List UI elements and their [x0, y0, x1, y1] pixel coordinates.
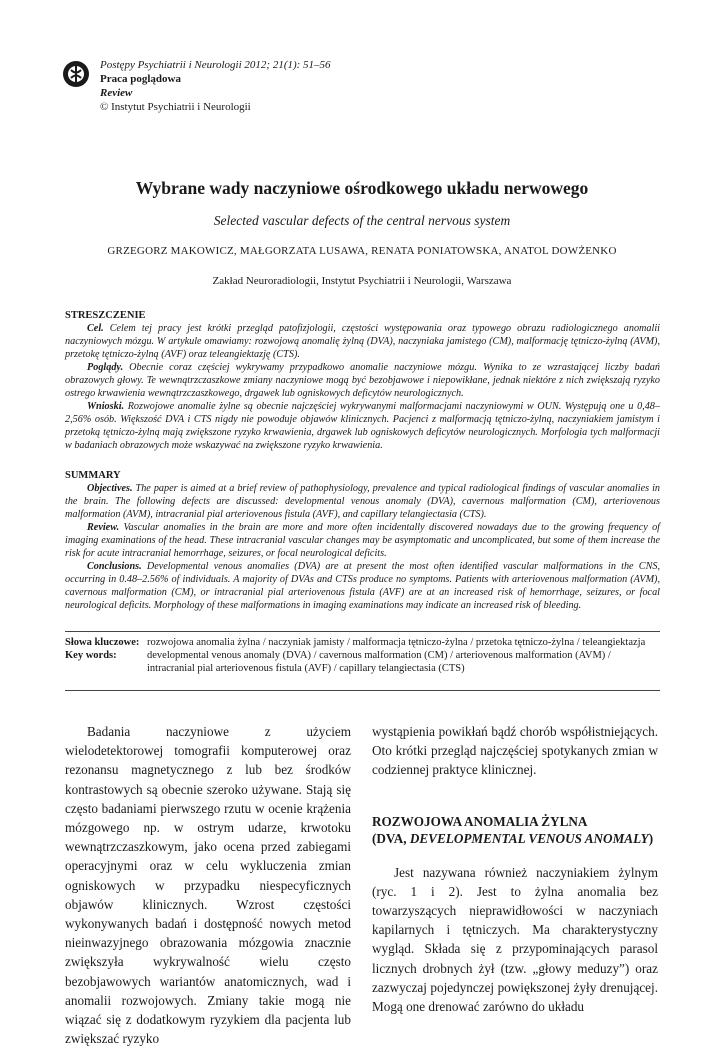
keywords-bottom-rule — [65, 690, 660, 691]
body-dva-paragraph: Jest nazywana również naczyniakiem żylnym (ryc. 1 i 2). Jest to żylna anomalia bez towarzyszących nieprawidłowości w naczyniach kapilarnych i tętniczych. Ma charakterystyczny wygląd. Składa się z przypominających parasol licznych drobnych żył (tzw. „głowy meduzy”) oraz zazwyczaj pojedynczej powiększonej żyły drenującej. Mogą one drenować zarówno do układu — [372, 864, 658, 1015]
abstract-en-objectives: Objectives. The paper is aimed at a brief review of pathophysiology, prevalence and typical radiological findings of vascular anomalies in the brain. The following defects are discussed: developmental venous anomaly (DVA), cavernous malformation (CM), arteriovenous malformation (AVM), intracranial pial arteriovenous fistula (AVF), and capillary telangiectasia (CTS). — [65, 483, 660, 520]
abstract-en-heading: SUMMARY — [65, 470, 121, 481]
abstract-pl-heading: STRESZCZENIE — [65, 310, 146, 321]
body-right-column — [372, 722, 658, 1016]
keywords-top-rule — [65, 631, 660, 632]
section-heading-dva: ROZWOJOWA ANOMALIA ŻYLNA (DVA, DEVELOPMENTAL VENOUS ANOMALY) — [372, 813, 654, 846]
abstract-pl-poglady: Poglądy. Obecnie coraz częściej wykrywamy przypadkowo anomalie naczyniowe mózgu. Wynika to ze wzrastającej liczby badań obrazowych głowy. Te wewnątrzczaszkowe zmiany naczyniowe mogą być bezobjawowe i niepowikłane, jednak niektóre z nich zwiększają ryzyko ostrego krwawienia wewnątrzczaszkowego, drgawek lub ogniskowych deficytów neurologicznych. — [65, 362, 660, 399]
body-intro-continued: wystąpienia powikłań bądź chorób współistniejących. Oto krótki przegląd najczęściej spotykanych zmian w codziennej praktyce klinicznej. — [372, 724, 658, 778]
institute-logo — [62, 60, 90, 88]
journal-header — [100, 58, 331, 114]
abstract-pl-cel: Cel. Celem tej pracy jest krótki przegląd patofizjologii, częstości występowania oraz typowego obrazu radiologicznego anomalii naczyniowych mózgu. W artykule omawiamy: rozwojową anomalię żylną (DVA), naczyniaka jamistego (CM), malformację tętniczo-żylną (AVM), przetokę tętniczo-żylną (AVF) oraz teleangiektazję (CTS). — [65, 323, 660, 360]
keywords-pl-value: rozwojowa anomalia żylna / naczyniak jamisty / malformacja tętniczo-żylna / przetoka tętniczo-żylna / teleangiektazja — [147, 637, 646, 648]
keywords-en-value: developmental venous anomaly (DVA) / cavernous malformation (CM) / arteriovenous malformation (AVM) / intracranial pial arteriovenous fistula (AVF) / capillary telangiectasia (CTS) — [147, 650, 611, 674]
article-type-en: Review — [100, 87, 133, 99]
abstract-en-review: Review. Vascular anomalies in the brain are more and more often incidentally discovered nowadays due to the growing frequency of imaging examinations of the head. These intracranial vascular changes may be asymptomatic and uncomplicated, but some of them increase the risk for acute intracranial hemorrhage, seizures, or focal neurological deficits. — [65, 522, 660, 559]
keywords-en-row — [65, 649, 660, 675]
article-type-pl: Praca poglądowa — [100, 73, 181, 85]
keywords-en-label: Key words: — [65, 650, 117, 661]
abstract-pl — [65, 309, 660, 452]
abstract-en — [65, 469, 660, 612]
affiliation: Zakład Neuroradiologii, Instytut Psychiatrii i Neurologii, Warszawa — [212, 275, 512, 287]
journal-citation: Postępy Psychiatrii i Neurologii 2012; 21(1): 51–56 — [100, 59, 331, 71]
body-left-column — [65, 722, 351, 1048]
body-intro-paragraph: Badania naczyniowe z użyciem wielodetektorowej tomografii komputerowej oraz rezonansu magnetycznego z lub bez środków kontrastowych są obecnie szeroko używane. Stają się często badaniami pierwszego rzutu w ocenie krążenia mózgowego np. w ostrym udarze, krwotoku wewnątrzczaszkowym, jako ocena przed zabiegami operacyjnymi oraz w celu wykluczenia zmian ogniskowych w przypadku niespecyficznych objawów klinicznych. Wzrost częstości wykonywanych badań i dostępność nowych metod nieinwazyjnego obrazowania mózgowia znacznie zwiększyła wykrywalność wielu często bezobjawowych wariantów anatomicznych, wad i anomalii rozwojowych. Zmiany takie mogą nie wiązać się z dodatkowym ryzykiem dla pacjenta lub zwiększać ryzyko — [65, 724, 351, 1047]
keywords-block — [65, 636, 660, 675]
article-subtitle: Selected vascular defects of the central nervous system — [213, 213, 511, 228]
authors: GRZEGORZ MAKOWICZ, MAŁGORZATA LUSAWA, RENATA PONIATOWSKA, ANATOL DOWŻENKO — [107, 245, 617, 257]
abstract-pl-wnioski: Wnioski. Rozwojowe anomalie żylne są obecnie najczęściej wykrywanymi malformacjami naczyniowymi w OUN. Występują one u 0,48–2,56% osób. Większość DVA i CTS nigdy nie powoduje objawów klinicznych. Pacjenci z malformacją tętniczo-żylną, naczyniakiem jamistym i przetoką tętniczo-żylną mają zwiększone ryzyko krwawienia, drgawek lub ogniskowych deficytów neurologicznych. Morfologia tych malformacji w badaniach obrazowych może wskazywać na zwiększone ryzyko krwawienia. — [65, 401, 660, 451]
abstract-en-conclusions: Conclusions. Developmental venous anomalies (DVA) are at present the most often identified vascular malformations in the CNS, occurring in 0.48–2.56% of individuals. A majority of DVAs and CTSs produce no symptoms. Patients with arteriovenous malformation (AVM), cavernous malformation (CM), or intracranial pial arteriovenous fistula (AVF) are at an increased risk of hemorrhage, seizures, or focal neurological deficits. Morphology of these malformations in imaging examinations may indicate an increased risk of bleeding. — [65, 561, 660, 611]
keywords-pl-label: Słowa kluczowe: — [65, 637, 140, 648]
article-title: Wybrane wady naczyniowe ośrodkowego układu nerwowego — [135, 178, 589, 198]
copyright: © Instytut Psychiatrii i Neurologii — [100, 101, 251, 113]
keywords-pl-row — [65, 636, 660, 649]
